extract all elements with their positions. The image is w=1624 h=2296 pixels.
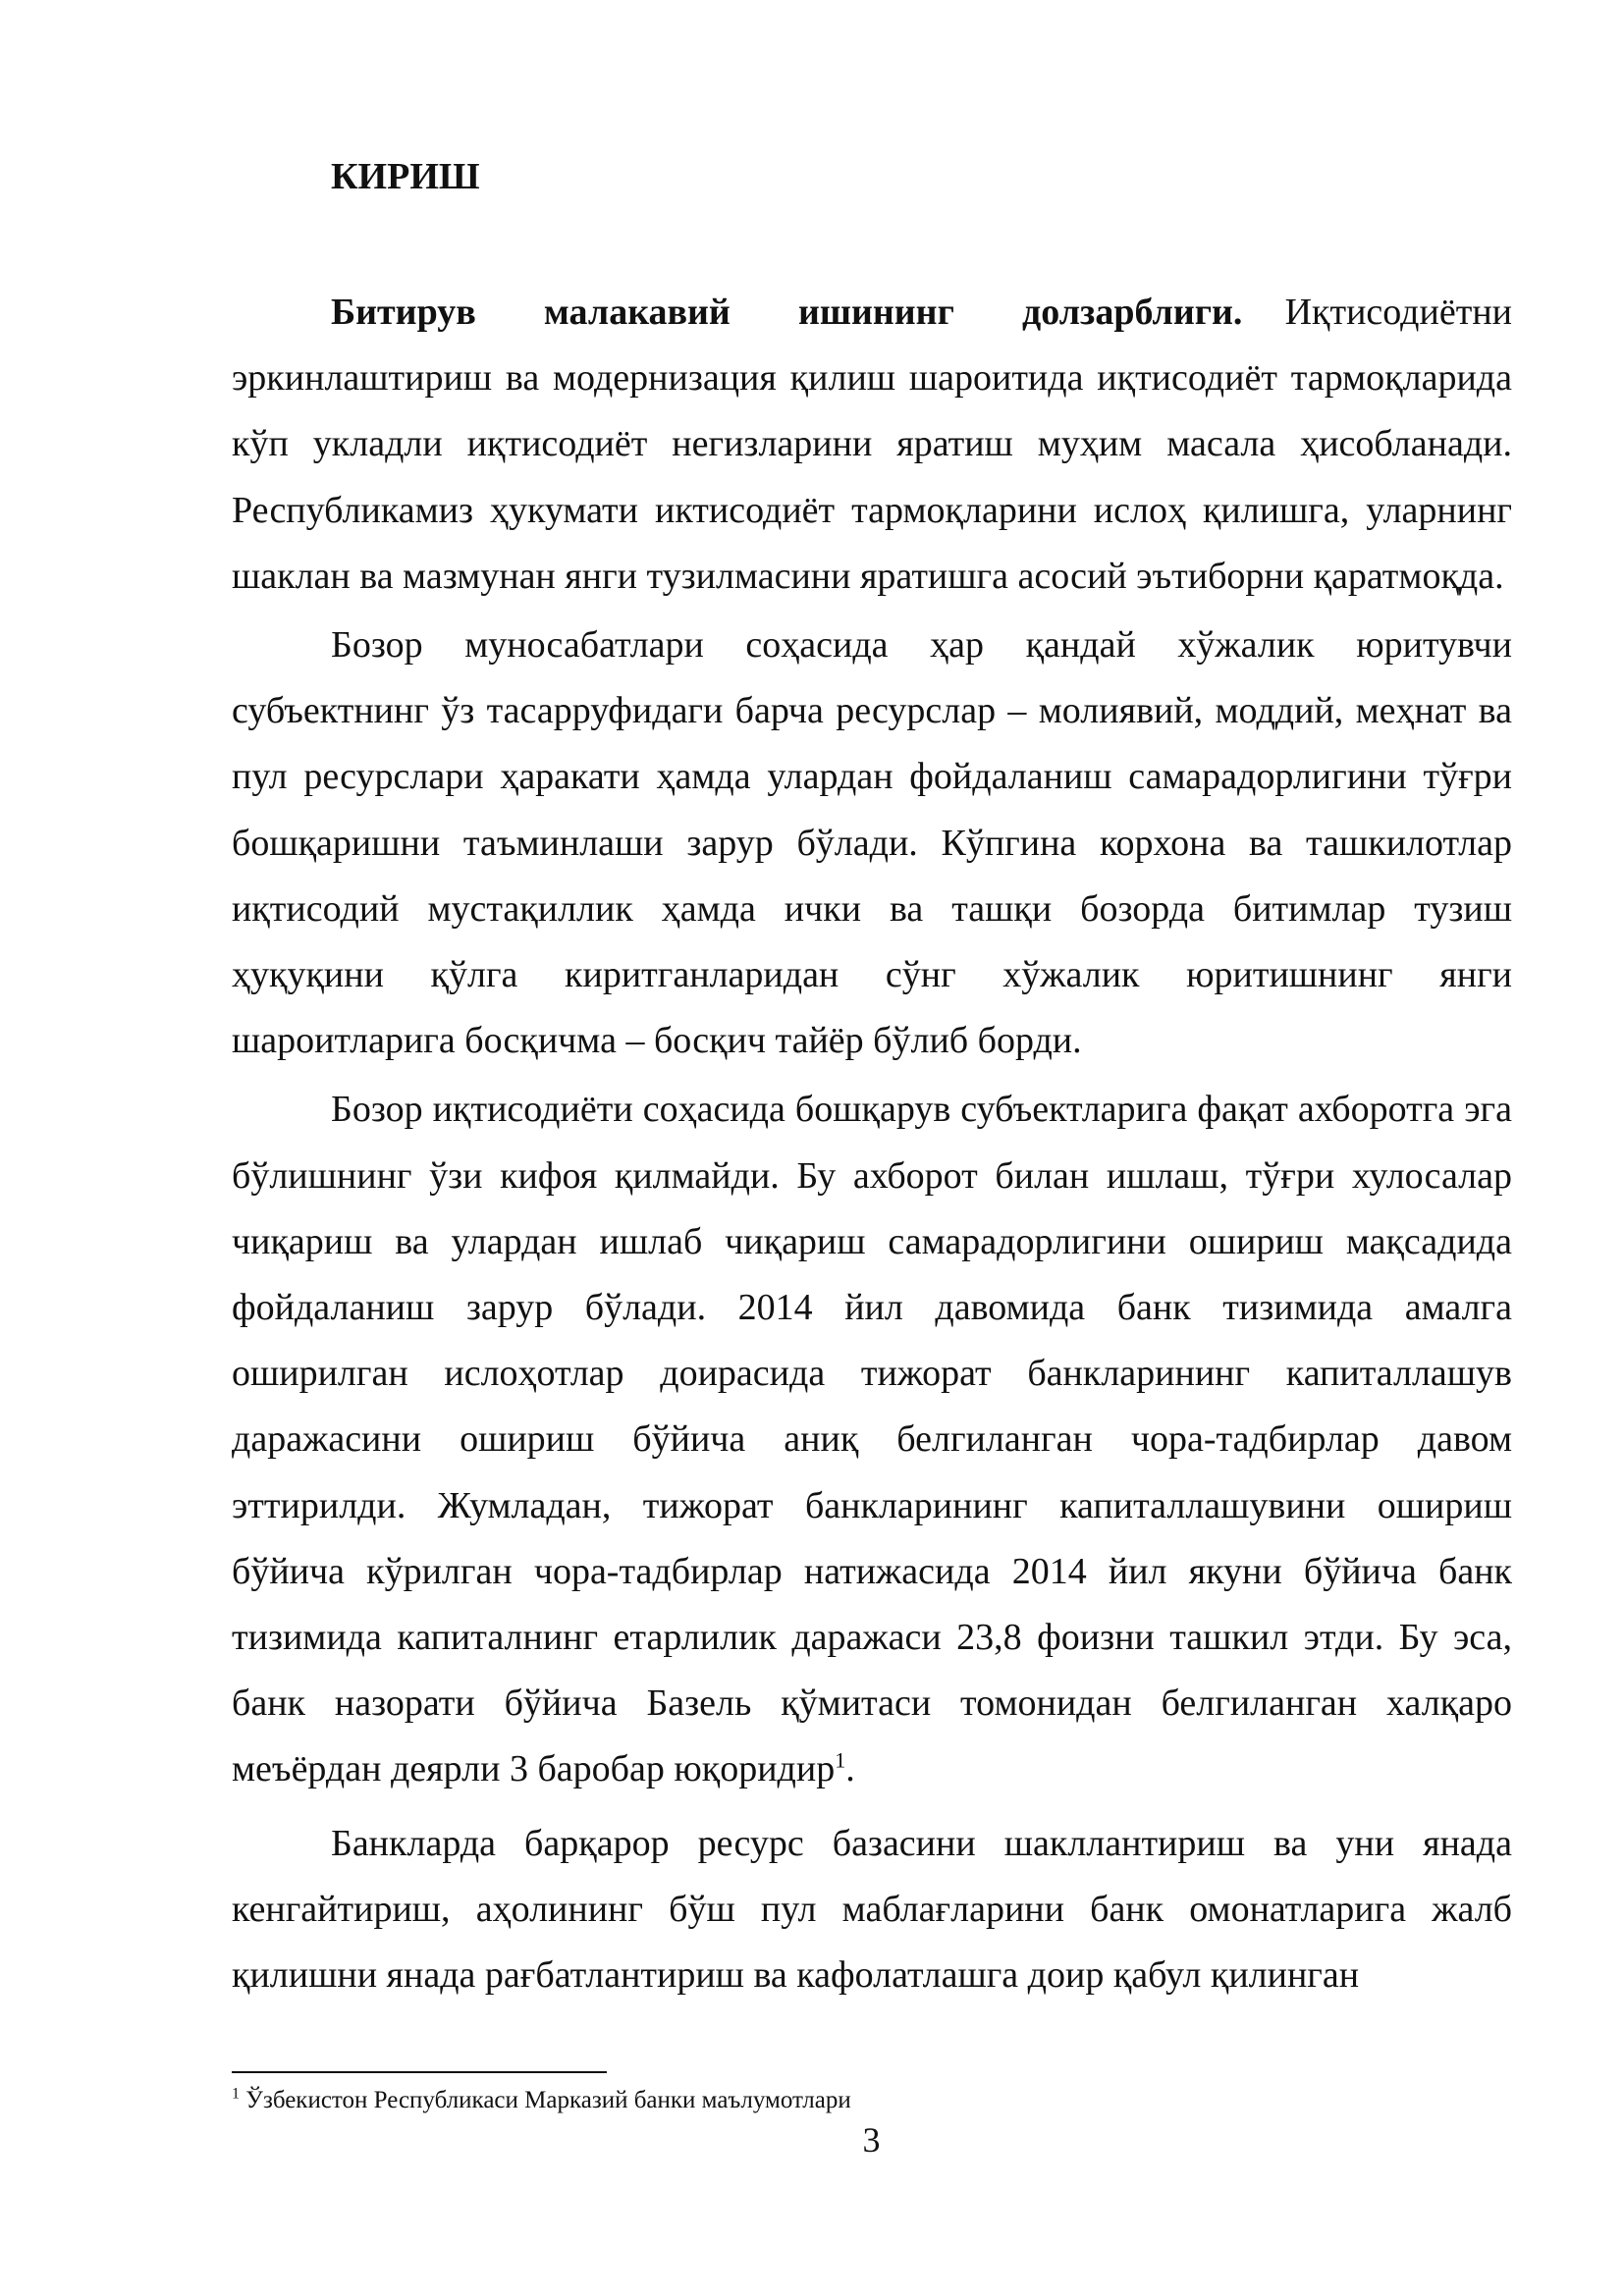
paragraph-banking-system xyxy=(232,1077,1512,1802)
paragraph-market-relations: Бозор муносабатлари соҳасида ҳар қандай хўжалик юритувчи субъектнинг ўз тасарруфидаги барча ресурслар – молиявий, моддий, меҳнат ва пул ресурслари ҳаракати ҳамда улардан фойдаланиш самарадорлигини тўғри бошқаришни таъминлаши зарур бўлади. Кўпгина корхона ва ташкилотлар иқтисодий мустақиллик ҳамда ички ва ташқи бозорда битимлар тузиш ҳуқуқини қўлга киритганларидан сўнг хўжалик юритишнинг янги шароитларига босқичма – босқич тайёр бўлиб борди. xyxy=(232,624,1512,1062)
paragraph-resource-base: Банкларда барқарор ресурс базасини шакллантириш ва уни янада кенгайтириш, аҳолининг бўш пул маблағларини банк омонатларига жалб қилишни янада рағбатлантириш ва кафолатлашга доир қабул қилинган xyxy=(232,1822,1512,1997)
footnote xyxy=(232,2085,851,2116)
footnote-text: Ўзбекистон Республикаси Марказий банки маълумотлари xyxy=(240,2087,851,2113)
paragraph-relevance xyxy=(232,280,1512,610)
page-number: 3 xyxy=(862,2120,881,2160)
paragraph-lead: Битирув малакавий ишининг долзарблиги. xyxy=(331,292,1243,333)
footnote-marker: 1 xyxy=(232,2085,240,2103)
footnote-reference[interactable]: 1 xyxy=(835,1747,846,1773)
body-text xyxy=(232,280,1512,2008)
paragraph-text: Иқтисодиётни эркинлаштириш ва модернизация қилиш шароитида иқтисодиёт тармоқларида кўп укладли иқтисодиёт негизларини яратиш муҳим масала ҳисобланади. Республикамиз ҳукумати иктисодиёт тармоқларини ислоҳ қилишга, уларнинг шаклан ва мазмунан янги тузилмасини яратишга асосий эътиборни қаратмоқда. xyxy=(232,292,1512,597)
paragraph-end-punctuation: . xyxy=(845,1748,855,1790)
paragraph-text: Бозор иқтисодиёти соҳасида бошқарув субъектларига фақат ахборотга эга бўлишнинг ўзи кифоя қилмайди. Бу ахборот билан ишлаш, тўғри хулосалар чиқариш ва улардан ишлаб чиқариш самарадорлигини ошириш мақсадида фойдаланиш зарур бўлади. 2014 йил давомида банк тизимида амалга оширилган ислоҳотлар доирасида тижорат банкларининг капиталлашув даражасини ошириш бўйича аниқ белгиланган чора-тадбирлар давом эттирилди. Жумладан, тижорат банкларининг капиталлашувини ошириш бўйича кўрилган чора-тадбирлар натижасида 2014 йил якуни бўйича банк тизимида капиталнинг етарлилик даражаси 23,8 фоизни ташкил этди. Бу эса, банк назорати бўйича Базель қўмитаси томонидан белгиланган халқаро меъёрдан деярли 3 баробар юқоридир xyxy=(232,1089,1512,1790)
footnote-separator xyxy=(232,2071,607,2073)
section-heading: КИРИШ xyxy=(331,156,480,197)
